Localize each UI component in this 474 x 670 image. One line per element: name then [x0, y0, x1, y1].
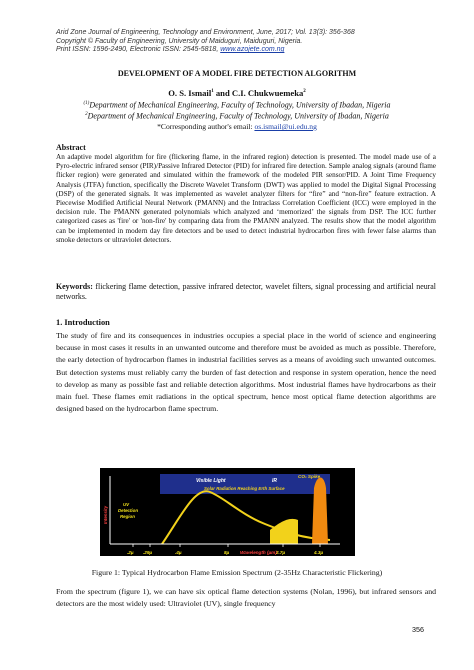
affiliation-text: Department of Mechanical Engineering, Faculty of Technology, University of Ibadan, Nigeria — [87, 111, 389, 121]
corresponding-author — [0, 122, 474, 131]
paper-title: DEVELOPMENT OF A MODEL FIRE DETECTION ALGORITHM — [117, 69, 357, 78]
intensity-label: Intensity — [103, 505, 108, 524]
issn-text: Print ISSN: 1596-2490, Electronic ISSN: 2545-5818, — [56, 46, 221, 54]
co2-spike-label: CO₂ Spike — [298, 474, 321, 479]
author-name: O. S. Ismail — [168, 88, 212, 98]
tick-label: .2µ — [127, 550, 134, 555]
tick-label: 8µ — [224, 550, 230, 555]
affiliation-text: Department of Mechanical Engineering, Faculty of Technology, University of Ibadan, Nigeria — [89, 100, 391, 110]
co2-spike — [312, 478, 328, 545]
tick-label: 4.3µ — [314, 550, 324, 555]
author-list — [0, 88, 474, 98]
tick-label: 2.7µ — [276, 550, 286, 555]
visible-light-label: Visible Light — [196, 478, 226, 484]
abstract-heading: Abstract — [56, 143, 86, 152]
page-number: 356 — [412, 625, 424, 634]
corresponding-label: *Corresponding author's email: — [157, 122, 255, 131]
tick-label: .4µ — [175, 550, 182, 555]
keywords-label: Keywords: — [56, 282, 93, 291]
spectrum-graphic — [100, 468, 355, 556]
affiliation — [0, 99, 474, 111]
section-heading: 1. Introduction — [56, 318, 110, 327]
journal-url-link[interactable]: www.azojete.com.ng — [220, 46, 285, 54]
solar-radiation-label: Solar Radiation Reaching Erth Surface — [204, 486, 285, 491]
journal-header-line: Copyright © Faculty of Engineering, University of Maiduguri, Maiduguri, Nigeria. — [56, 37, 303, 45]
ir-label: IR — [272, 478, 277, 484]
abstract-text: An adaptive model algorithm for fire (flickering flame, in the infrared region) detection is presented. The model made use of a Pyro-electric infrared sensor (PIR)/Passive Infrared Detector (PID) for infrared fire detection. Sample analog signals (around flame flicker region) were generated and simulated within the framework of the modeled PIR sensor/PID. A Joint Time Frequency Analysis (JTFA) function, specifically the Discrete Wavelet Transform (DWT) was applied to model the Digital Signal Processing (DSP) of the generated signals. It was implemented as wavelet analyzer filters for “fire” and “non-fire” feature extraction. A Piecewise Modified Artificial Neural Network (PMANN) and the Intraclass Correlation Coefficient (ICC) were employed in the decision rule. The PMANN generated polynomials which analyzed and ‘memorized’ the signals from DSP. The ICC further categorized cases as 'fire' or 'non-fire' by comparing data from the PMANN analyzed. The results show that the model algorithm can be implemented in modern day fire detectors and be used to detect industrial hydrocarbon fires with fewer false alarms than smoke detectors or ultraviolet detectors. — [56, 153, 436, 244]
author-affil-mark: 2 — [303, 89, 306, 95]
journal-header-line — [56, 46, 436, 55]
author-name: C.I. Chukwuemeka — [231, 88, 304, 98]
journal-header — [56, 29, 436, 55]
figure-caption: Figure 1: Typical Hydrocarbon Flame Emission Spectrum (2-35Hz Characteristic Flickering) — [91, 568, 383, 577]
introduction-text: The study of fire and its consequences in industries occupies a special place in the world of science and engineering because in most cases it results in an unwanted outcome and therefore must be avoided as much as possible. Therefore, the early detection of hydrocarbon flames in industrial facilities serves as a means of avoiding such unwanted outcomes. But detection systems must reliably carry the burden of fast detection and response in system operation, hence the need to develop as many as possible fast and reliable detection algorithms. Most industrial flames have hydrocarbons as their main fuel. These flames emit radiations in the optical spectrum, hence most optical flame detection algorithms are designed based on the hydrocarbon flame spectrum. — [56, 331, 436, 414]
author-separator: and — [213, 88, 232, 98]
affiliation-mark: 2 — [85, 112, 88, 117]
tick-label: .29µ — [143, 550, 153, 555]
keywords-text: flickering flame detection, passive infrared detector, wavelet filters, signal processing and artificial neural networks. — [56, 282, 436, 301]
uv-region-label: UV — [123, 502, 130, 507]
wavelength-label: Wavelength (µm) — [240, 550, 277, 555]
uv-region-label: Region — [120, 514, 135, 519]
keywords — [56, 282, 436, 302]
corresponding-email-link[interactable]: os.ismail@ui.edu.ng — [254, 122, 317, 131]
affiliation-mark: (1) — [83, 101, 90, 106]
body-text: From the spectrum (figure 1), we can have six optical flame detection systems (Nolan, 1996), but infrared sensors and detectors are the most widely used: Ultraviolet (UV), single frequency — [56, 587, 436, 609]
uv-region-label: Detection — [118, 508, 139, 513]
affiliation — [0, 110, 474, 122]
journal-header-line: Arid Zone Journal of Engineering, Technology and Environment, June, 2017; Vol. 13(3): 356-368 — [56, 29, 355, 36]
author-affil-mark: 1 — [211, 89, 214, 95]
spectrum-figure — [100, 468, 355, 556]
